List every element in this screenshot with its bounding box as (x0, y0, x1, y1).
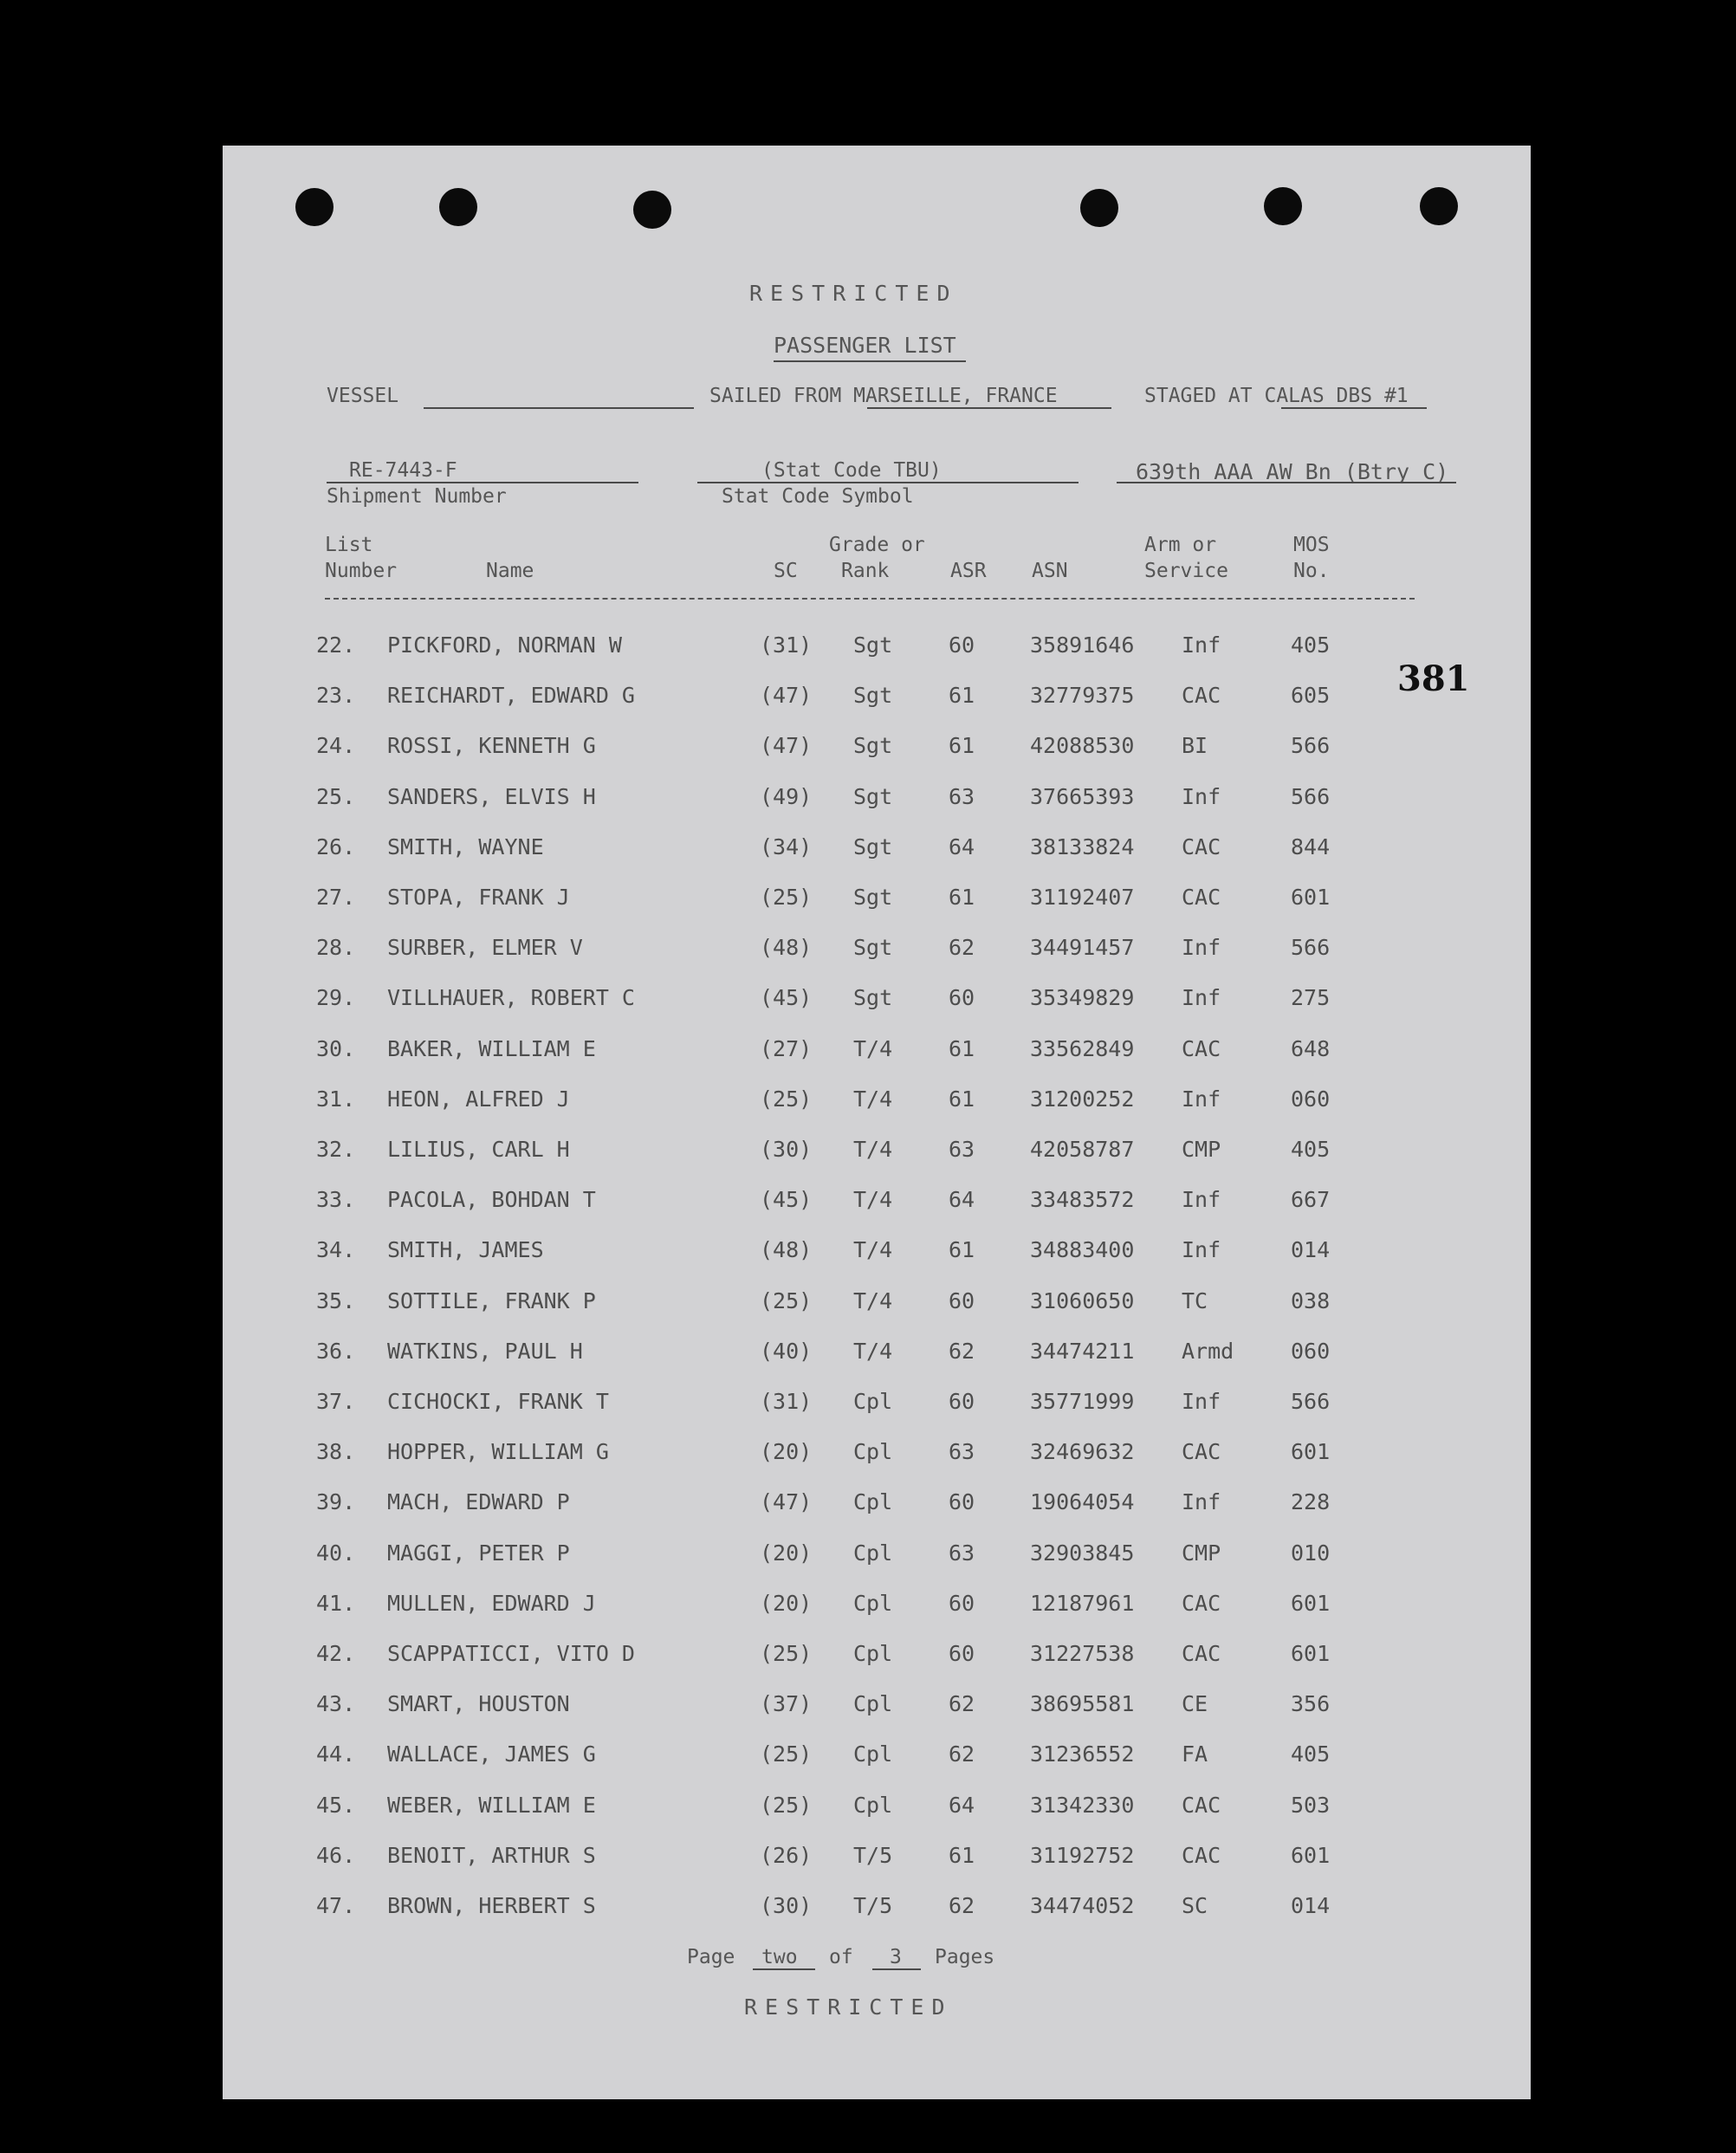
arm-service-value: CAC (1182, 1590, 1221, 1616)
table-row (223, 1591, 1531, 1639)
passenger-name: SMITH, JAMES (387, 1237, 544, 1263)
table-row (223, 1187, 1531, 1235)
asr-value: 63 (949, 1439, 975, 1465)
asn-value: 31227538 (1030, 1641, 1135, 1666)
mos-value: 601 (1291, 1641, 1331, 1666)
passenger-name: SURBER, ELMER V (387, 935, 583, 961)
sc-value: (20) (760, 1540, 813, 1566)
grade-value: Cpl (853, 1691, 893, 1717)
asn-value: 33562849 (1030, 1035, 1135, 1061)
mos-value: 566 (1291, 733, 1331, 759)
mos-value: 503 (1291, 1792, 1331, 1818)
grade-value: Cpl (853, 1741, 893, 1767)
list-number: 29. (316, 985, 356, 1011)
passenger-name: SCAPPATICCI, VITO D (387, 1641, 635, 1666)
mos-value: 405 (1291, 1137, 1331, 1162)
asr-value: 61 (949, 1237, 975, 1263)
asr-value: 60 (949, 632, 975, 658)
table-row (223, 1137, 1531, 1185)
list-number: 45. (316, 1792, 356, 1818)
asr-value: 62 (949, 1741, 975, 1767)
asr-value: 60 (949, 1641, 975, 1666)
list-number: 38. (316, 1439, 356, 1465)
title-underline (774, 360, 966, 362)
mos-value: 275 (1291, 985, 1331, 1011)
grade-value: Cpl (853, 1439, 893, 1465)
arm-service-value: CAC (1182, 1842, 1221, 1868)
vessel-label: VESSEL (327, 385, 399, 407)
page-total: 3 (890, 1946, 902, 1968)
shipment-underline (327, 482, 638, 483)
asr-value: 61 (949, 1035, 975, 1061)
grade-value: T/5 (853, 1893, 893, 1918)
grade-value: Cpl (853, 1641, 893, 1666)
asr-value: 64 (949, 1187, 975, 1213)
mos-value: 014 (1291, 1237, 1331, 1263)
mos-value: 566 (1291, 1389, 1331, 1414)
list-number: 34. (316, 1237, 356, 1263)
arm-service-value: Inf (1182, 985, 1221, 1011)
col-arm-1: Arm or (1144, 534, 1217, 556)
grade-value: T/4 (853, 1035, 893, 1061)
col-mos-2: No. (1293, 560, 1330, 582)
asn-value: 42058787 (1030, 1137, 1135, 1162)
sc-value: (47) (760, 683, 813, 709)
arm-service-value: CAC (1182, 833, 1221, 859)
asr-value: 60 (949, 1389, 975, 1414)
passenger-name: PACOLA, BOHDAN T (387, 1187, 596, 1213)
grade-value: Sgt (853, 985, 893, 1011)
sc-value: (31) (760, 1389, 813, 1414)
station-code: (Stat Code TBU) (761, 459, 942, 482)
grade-value: Cpl (853, 1489, 893, 1515)
grade-value: Cpl (853, 1792, 893, 1818)
asn-value: 32903845 (1030, 1540, 1135, 1566)
list-number: 44. (316, 1741, 356, 1767)
passenger-name: SMITH, WAYNE (387, 833, 544, 859)
table-row (223, 1793, 1531, 1841)
asn-value: 38695581 (1030, 1691, 1135, 1717)
passenger-name: REICHARDT, EDWARD G (387, 683, 635, 709)
list-number: 27. (316, 885, 356, 910)
list-number: 22. (316, 632, 356, 658)
list-number: 40. (316, 1540, 356, 1566)
table-row (223, 1691, 1531, 1740)
mos-value: 010 (1291, 1540, 1331, 1566)
staged-at: STAGED AT CALAS DBS #1 (1144, 385, 1409, 407)
mos-value: 601 (1291, 1590, 1331, 1616)
passenger-name: STOPA, FRANK J (387, 885, 570, 910)
unit-designation: 639th AAA AW Bn (Btry C) (1136, 459, 1449, 484)
asr-value: 61 (949, 885, 975, 910)
passenger-name: VILLHAUER, ROBERT C (387, 985, 635, 1011)
restricted-header: RESTRICTED (749, 281, 958, 306)
arm-service-value: Inf (1182, 1237, 1221, 1263)
list-number: 43. (316, 1691, 356, 1717)
sailed-from: SAILED FROM MARSEILLE, FRANCE (709, 385, 1058, 407)
asr-value: 63 (949, 1540, 975, 1566)
grade-value: T/4 (853, 1187, 893, 1213)
sc-value: (26) (760, 1842, 813, 1868)
asn-value: 32779375 (1030, 683, 1135, 709)
asr-value: 61 (949, 733, 975, 759)
arm-service-value: CMP (1182, 1540, 1221, 1566)
arm-service-value: Inf (1182, 1086, 1221, 1112)
asr-value: 61 (949, 1842, 975, 1868)
arm-service-value: CMP (1182, 1137, 1221, 1162)
asn-value: 35349829 (1030, 985, 1135, 1011)
mos-value: 060 (1291, 1338, 1331, 1364)
asn-value: 31236552 (1030, 1741, 1135, 1767)
passenger-name: MULLEN, EDWARD J (387, 1590, 596, 1616)
asr-value: 64 (949, 1792, 975, 1818)
sc-value: (25) (760, 1641, 813, 1666)
col-arm-2: Service (1144, 560, 1228, 582)
col-grade-1: Grade or (829, 534, 925, 556)
sc-value: (34) (760, 833, 813, 859)
list-number: 26. (316, 833, 356, 859)
table-row (223, 935, 1531, 983)
sc-value: (30) (760, 1893, 813, 1918)
grade-value: Sgt (853, 632, 893, 658)
arm-service-value: CAC (1182, 1641, 1221, 1666)
table-row (223, 1389, 1531, 1437)
asn-value: 34883400 (1030, 1237, 1135, 1263)
passenger-name: ROSSI, KENNETH G (387, 733, 596, 759)
arm-service-value: CAC (1182, 1035, 1221, 1061)
arm-service-value: CE (1182, 1691, 1208, 1717)
grade-value: Sgt (853, 833, 893, 859)
passenger-name: HOPPER, WILLIAM G (387, 1439, 609, 1465)
punch-hole (1080, 189, 1118, 227)
list-number: 28. (316, 935, 356, 961)
page-number: two (761, 1946, 798, 1968)
col-mos-1: MOS (1293, 534, 1330, 556)
arm-service-value: CAC (1182, 1439, 1221, 1465)
col-sc: SC (774, 560, 798, 582)
punch-hole (1420, 187, 1458, 225)
sc-value: (37) (760, 1691, 813, 1717)
asn-value: 38133824 (1030, 833, 1135, 859)
asr-value: 62 (949, 1338, 975, 1364)
stamped-page-number: 381 (1397, 658, 1470, 699)
list-number: 37. (316, 1389, 356, 1414)
asr-value: 61 (949, 683, 975, 709)
mos-value: 014 (1291, 1893, 1331, 1918)
mos-value: 228 (1291, 1489, 1331, 1515)
mos-value: 601 (1291, 1439, 1331, 1465)
col-name: Name (486, 560, 534, 582)
asr-value: 63 (949, 783, 975, 809)
grade-value: Cpl (853, 1590, 893, 1616)
sc-value: (25) (760, 1086, 813, 1112)
table-row (223, 1086, 1531, 1135)
header-divider (325, 598, 1415, 600)
mos-value: 605 (1291, 683, 1331, 709)
asr-value: 60 (949, 1287, 975, 1313)
sc-value: (40) (760, 1338, 813, 1364)
list-number: 46. (316, 1842, 356, 1868)
col-list-1: List (325, 534, 373, 556)
passenger-name: BAKER, WILLIAM E (387, 1035, 596, 1061)
grade-value: T/5 (853, 1842, 893, 1868)
asn-value: 31060650 (1030, 1287, 1135, 1313)
asn-value: 33483572 (1030, 1187, 1135, 1213)
asn-value: 35771999 (1030, 1389, 1135, 1414)
list-number: 35. (316, 1287, 356, 1313)
arm-service-value: Inf (1182, 1389, 1221, 1414)
asn-value: 35891646 (1030, 632, 1135, 658)
sc-value: (20) (760, 1439, 813, 1465)
sc-value: (25) (760, 1287, 813, 1313)
page-of: of (829, 1946, 853, 1968)
list-number: 39. (316, 1489, 356, 1515)
punch-hole (295, 188, 334, 226)
col-list-2: Number (325, 560, 398, 582)
table-row (223, 683, 1531, 731)
table-row (223, 985, 1531, 1034)
sc-value: (31) (760, 632, 813, 658)
mos-value: 844 (1291, 833, 1331, 859)
asn-value: 31200252 (1030, 1086, 1135, 1112)
grade-value: Sgt (853, 733, 893, 759)
sc-value: (47) (760, 733, 813, 759)
arm-service-value: Inf (1182, 632, 1221, 658)
grade-value: Sgt (853, 885, 893, 910)
vessel-blank (424, 407, 694, 409)
grade-value: T/4 (853, 1086, 893, 1112)
table-row (223, 1893, 1531, 1942)
sc-value: (48) (760, 1237, 813, 1263)
arm-service-value: Inf (1182, 935, 1221, 961)
punch-hole (633, 191, 671, 229)
asr-value: 62 (949, 1893, 975, 1918)
mos-value: 060 (1291, 1086, 1331, 1112)
passenger-name: WATKINS, PAUL H (387, 1338, 583, 1364)
table-row (223, 1843, 1531, 1891)
passenger-name: SOTTILE, FRANK P (387, 1287, 596, 1313)
passenger-name: BROWN, HERBERT S (387, 1893, 596, 1918)
list-number: 23. (316, 683, 356, 709)
punch-hole (1264, 187, 1302, 225)
mos-value: 601 (1291, 1842, 1331, 1868)
table-row (223, 1741, 1531, 1790)
list-number: 31. (316, 1086, 356, 1112)
arm-service-value: Armd (1182, 1338, 1234, 1364)
arm-service-value: Inf (1182, 1187, 1221, 1213)
table-row (223, 632, 1531, 681)
passenger-name: HEON, ALFRED J (387, 1086, 570, 1112)
unit-underline (1117, 482, 1456, 483)
list-number: 24. (316, 733, 356, 759)
asn-value: 31192752 (1030, 1842, 1135, 1868)
arm-service-value: CAC (1182, 1792, 1221, 1818)
arm-service-value: CAC (1182, 885, 1221, 910)
grade-value: T/4 (853, 1338, 893, 1364)
passenger-name: LILIUS, CARL H (387, 1137, 570, 1162)
list-number: 30. (316, 1035, 356, 1061)
sc-value: (25) (760, 1741, 813, 1767)
arm-service-value: Inf (1182, 1489, 1221, 1515)
passenger-name: BENOIT, ARTHUR S (387, 1842, 596, 1868)
asn-value: 31192407 (1030, 885, 1135, 910)
list-number: 25. (316, 783, 356, 809)
mos-value: 038 (1291, 1287, 1331, 1313)
sc-value: (45) (760, 1187, 813, 1213)
grade-value: T/4 (853, 1287, 893, 1313)
table-row (223, 1489, 1531, 1538)
arm-service-value: SC (1182, 1893, 1208, 1918)
asn-value: 34474211 (1030, 1338, 1135, 1364)
shipment-label: Shipment Number (327, 485, 507, 508)
passenger-name: CICHOCKI, FRANK T (387, 1389, 609, 1414)
sc-value: (25) (760, 1792, 813, 1818)
list-number: 42. (316, 1641, 356, 1666)
arm-service-value: BI (1182, 733, 1208, 759)
col-asn: ASN (1032, 560, 1068, 582)
mos-value: 601 (1291, 885, 1331, 910)
asn-value: 34491457 (1030, 935, 1135, 961)
page-total-underline (872, 1968, 921, 1970)
grade-value: Cpl (853, 1389, 893, 1414)
asr-value: 63 (949, 1137, 975, 1162)
asn-value: 34474052 (1030, 1893, 1135, 1918)
grade-value: Cpl (853, 1540, 893, 1566)
page-number-underline (753, 1968, 815, 1970)
grade-value: T/4 (853, 1237, 893, 1263)
table-row (223, 1036, 1531, 1085)
list-number: 41. (316, 1590, 356, 1616)
grade-value: Sgt (853, 783, 893, 809)
grade-value: T/4 (853, 1137, 893, 1162)
mos-value: 566 (1291, 783, 1331, 809)
asn-value: 12187961 (1030, 1590, 1135, 1616)
page-prefix: Page (687, 1946, 735, 1968)
arm-service-value: Inf (1182, 783, 1221, 809)
arm-service-value: CAC (1182, 683, 1221, 709)
mos-value: 356 (1291, 1691, 1331, 1717)
page-suffix: Pages (935, 1946, 995, 1968)
asr-value: 60 (949, 1590, 975, 1616)
col-grade-2: Rank (841, 560, 890, 582)
asr-value: 60 (949, 1489, 975, 1515)
asr-value: 60 (949, 985, 975, 1011)
mos-value: 648 (1291, 1035, 1331, 1061)
sc-value: (25) (760, 885, 813, 910)
shipment-number: RE-7443-F (349, 459, 457, 482)
sc-value: (47) (760, 1489, 813, 1515)
list-number: 32. (316, 1137, 356, 1162)
arm-service-value: TC (1182, 1287, 1208, 1313)
list-number: 47. (316, 1893, 356, 1918)
passenger-name: WALLACE, JAMES G (387, 1741, 596, 1767)
table-row (223, 834, 1531, 883)
arm-service-value: FA (1182, 1741, 1208, 1767)
passenger-name: SANDERS, ELVIS H (387, 783, 596, 809)
passenger-name: MAGGI, PETER P (387, 1540, 570, 1566)
table-row (223, 1288, 1531, 1337)
passenger-name: PICKFORD, NORMAN W (387, 632, 622, 658)
sailed-underline (867, 407, 1111, 409)
mos-value: 566 (1291, 935, 1331, 961)
document-page (223, 146, 1531, 2099)
table-row (223, 733, 1531, 781)
asn-value: 32469632 (1030, 1439, 1135, 1465)
sc-value: (48) (760, 935, 813, 961)
passenger-name: MACH, EDWARD P (387, 1489, 570, 1515)
asn-value: 19064054 (1030, 1489, 1135, 1515)
grade-value: Sgt (853, 683, 893, 709)
punch-hole (439, 188, 477, 226)
asr-value: 61 (949, 1086, 975, 1112)
station-label: Stat Code Symbol (722, 485, 914, 508)
list-number: 33. (316, 1187, 356, 1213)
sc-value: (45) (760, 985, 813, 1011)
mos-value: 405 (1291, 1741, 1331, 1767)
passenger-name: SMART, HOUSTON (387, 1691, 570, 1717)
sc-value: (30) (760, 1137, 813, 1162)
staged-underline (1281, 407, 1427, 409)
mos-value: 405 (1291, 632, 1331, 658)
asr-value: 64 (949, 833, 975, 859)
sc-value: (27) (760, 1035, 813, 1061)
table-row (223, 1641, 1531, 1689)
table-row (223, 885, 1531, 933)
col-asr: ASR (950, 560, 987, 582)
asn-value: 37665393 (1030, 783, 1135, 809)
restricted-footer: RESTRICTED (744, 1994, 953, 2020)
document-title: PASSENGER LIST (774, 333, 956, 358)
sc-value: (49) (760, 783, 813, 809)
table-row (223, 1237, 1531, 1286)
grade-value: Sgt (853, 935, 893, 961)
asn-value: 42088530 (1030, 733, 1135, 759)
station-underline (697, 482, 1079, 483)
mos-value: 667 (1291, 1187, 1331, 1213)
table-row (223, 1439, 1531, 1488)
table-row (223, 784, 1531, 833)
list-number: 36. (316, 1338, 356, 1364)
table-row (223, 1540, 1531, 1589)
passenger-name: WEBER, WILLIAM E (387, 1792, 596, 1818)
asr-value: 62 (949, 935, 975, 961)
sc-value: (20) (760, 1590, 813, 1616)
table-row (223, 1339, 1531, 1387)
asn-value: 31342330 (1030, 1792, 1135, 1818)
asr-value: 62 (949, 1691, 975, 1717)
